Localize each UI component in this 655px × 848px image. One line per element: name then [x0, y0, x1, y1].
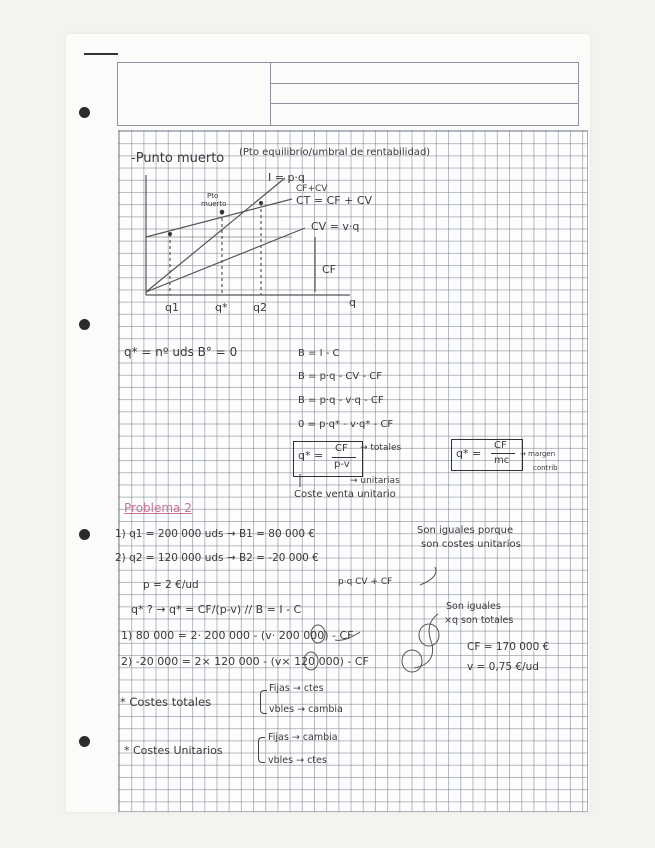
pto-label: Pto: [207, 192, 219, 200]
formula-1: B = I - C: [298, 348, 340, 359]
bracket: [260, 690, 267, 714]
box2-denominator: mc: [494, 455, 510, 466]
formula-4: 0 = p·q* - v·q* - CF: [298, 419, 394, 430]
formula-3: B = p·q - v·q - CF: [298, 395, 384, 406]
ct-small-label: CF+CV: [296, 184, 328, 194]
result-cf: CF = 170 000 €: [467, 641, 550, 653]
price-line: p = 2 €/ud: [143, 579, 199, 591]
box2-left: q* =: [456, 447, 482, 460]
q-axis-label: q: [349, 296, 356, 309]
q1-point: [168, 232, 172, 236]
box2-note2: contrib: [533, 464, 558, 472]
cv-label: CV = v·q: [311, 220, 360, 233]
qstar-definition: q* = nº uds B° = 0: [124, 345, 238, 359]
result-v: v = 0,75 €/ud: [467, 661, 539, 673]
box1-denominator: p-v: [334, 459, 350, 470]
q2-label: q2: [253, 301, 267, 314]
mid-note: p·q CV + CF: [338, 577, 393, 587]
cf-label: CF: [322, 263, 337, 276]
right-note-1: Son iguales: [446, 601, 501, 612]
problem-line-2: 2) q2 = 120 000 uds → B2 = -20 000 €: [115, 552, 319, 564]
ct-fijos: Fijas → ctes: [269, 683, 324, 694]
cu-fijos: Fijas → cambia: [268, 732, 338, 743]
qstar-label: q*: [215, 301, 228, 314]
ct-label: CT = CF + CV: [296, 194, 373, 207]
costes-totales-label: * Costes totales: [120, 695, 212, 709]
box2-note1: → margen: [520, 450, 556, 458]
q2-point: [259, 201, 263, 205]
problem-line-5: 1) 80 000 = 2· 200 000 - (v· 200 000) - CF: [121, 629, 354, 642]
section-title: -Punto muerto: [131, 151, 225, 166]
q1-label: q1: [165, 301, 179, 314]
costes-unitarios-label: * Costes Unitarios: [124, 744, 223, 757]
fraction-line: [491, 453, 515, 454]
box1-note2: → unitarias: [350, 476, 400, 486]
side-note-1: Son iguales porque: [417, 525, 514, 536]
box1-left: q* =: [298, 449, 324, 462]
fraction-line: [332, 457, 356, 458]
right-note-2: ×q son totales: [444, 615, 514, 626]
box1-note: → totales: [360, 443, 402, 453]
box2-numerator: CF: [494, 440, 507, 451]
box1-caption: Coste venta unitario: [294, 489, 396, 500]
income-label: I = p·q: [268, 171, 305, 184]
muerto-label: muerto: [201, 200, 227, 208]
bracket: [258, 737, 265, 763]
problem-line-4: q* ? → q* = CF/(p-v) // B = I - C: [131, 603, 302, 616]
formula-2: B = p·q - CV - CF: [298, 371, 382, 382]
cu-vbles: vbles → ctes: [268, 755, 327, 766]
box1-numerator: CF: [335, 443, 348, 454]
ct-vbles: vbles → cambia: [269, 704, 343, 715]
side-note-2: son costes unitarios: [421, 539, 521, 550]
section-subtitle: (Pto equilibrio/umbral de rentabilidad): [239, 147, 431, 158]
problem-title: Problema 2: [124, 501, 192, 515]
problem-line-6: 2) -20 000 = 2× 120 000 - (v× 120 000) - CF: [121, 655, 369, 668]
breakeven-point: [220, 210, 225, 215]
problem-line-1: 1) q1 = 200 000 uds → B1 = 80 000 €: [115, 528, 316, 540]
